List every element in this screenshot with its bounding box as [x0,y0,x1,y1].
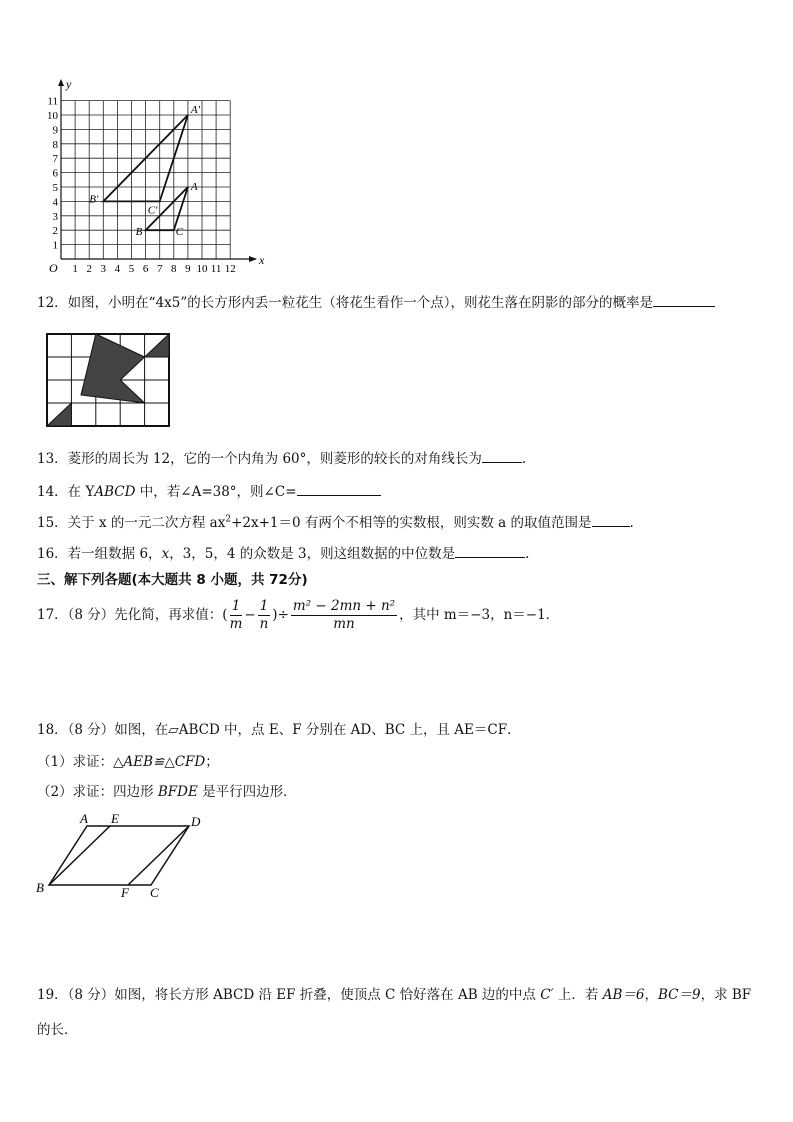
question-16 [37,542,529,562]
answer-blank-15 [592,512,630,527]
question-19-line-2: 的长． [37,1022,78,1038]
q17-minus: − [244,607,256,623]
label-D: D [191,814,201,829]
y-tick-label: 5 [52,182,58,194]
x-tick-label: 4 [114,263,121,275]
q16-prefix: 16．若一组数据 6， [37,546,162,562]
answer-blank-12 [653,292,715,307]
q16-rest: ，3，5，4 的众数是 3，则这组数据的中位数是 [169,546,456,562]
x-tick-label: 3 [100,263,107,275]
q13-end: . [521,451,527,467]
fraction-main: $\frac{\text{m² − 2mn + n²}}{mn}$ [292,598,396,632]
graph-axes [58,79,257,262]
y-tick-label: 11 [47,95,58,108]
coordinate-graph [30,76,270,280]
q14-middle: 中，若∠A=38°，则∠C= [135,484,297,500]
point-label: A' [190,104,200,116]
x-tick-label: 8 [171,263,177,275]
y-tick-label: 2 [52,225,58,238]
question-18-part-1: （1）求证：△AEB≌△CFD； [37,754,219,770]
q17-suffix: ，其中 m＝−3，n＝−1． [399,607,560,623]
section-3-title: 三、解下列各题(本大题共 8 小题，共 72分) [37,572,308,588]
point-label: C' [147,204,158,217]
q17-prefix: 17．（8 分）先化简，再求值：( [37,607,228,623]
fraction-1-over-m: $\frac{1}{m}$ [229,598,243,632]
parallelogram-figure [34,808,214,902]
y-tick-label: 7 [52,153,58,166]
origin-label: O [49,261,58,275]
y-tick-label: 6 [52,167,58,180]
question-17 [37,598,559,633]
answer-blank-16 [455,543,525,558]
label-B: B [36,880,44,895]
y-tick-label: 9 [52,124,58,137]
y-axis-label: y [66,77,72,91]
x-axis-arrow [249,256,257,262]
q13-text: 13．菱形的周长为 12，它的一个内角为 60°，则菱形的较长的对角线长为 [37,451,482,467]
x-tick-label: 6 [142,263,149,275]
q17-close: )÷ [272,607,289,623]
y-tick-label: 8 [52,138,58,151]
q15-prefix: 15．关于 x 的一元二次方程 ax [37,515,226,531]
question-12 [37,291,715,311]
graph-labels [47,77,265,275]
q12-text: 12．如图，小明在“4x5”的长方形内丢一粒花生（将花生看作一个点），则花生落在阴影的部分的概率是 [37,295,654,311]
x-tick-label: 9 [185,263,191,275]
q14-prefix: 14．在 Y [37,484,95,500]
x-tick-label: 2 [86,263,92,275]
q14-shape: ABCD [94,484,136,500]
x-axis-label: x [259,253,265,267]
label-C: C [150,885,159,900]
q16-var: x [161,546,170,562]
y-tick-label: 4 [52,196,58,209]
question-14 [37,480,381,500]
q16-end: . [525,546,530,562]
question-15 [37,511,634,531]
shaded-rectangle-figure [46,333,172,429]
point-label: B' [89,193,99,206]
point-label: B [135,226,143,239]
y-tick-label: 3 [52,210,58,223]
point-label: C [175,226,184,239]
fraction-1-over-n: $\frac{1}{n}$ [259,598,269,632]
answer-blank-13 [482,448,522,463]
point-label: A [190,181,198,193]
y-axis-arrow [58,79,64,86]
y-tick-label: 1 [52,239,58,252]
question-19: 19．（8 分）如图，将长方形 ABCD 沿 EF 折叠，使顶点 C 恰好落在 AB 边的中点 C′ 上．若 AB＝6，BC＝9，求 BF [37,987,752,1003]
label-F: F [121,885,129,900]
x-tick-label: 5 [128,263,135,275]
x-tick-label: 12 [224,263,236,275]
label-E: E [111,811,119,826]
q15-rest: +2x+1＝0 有两个不相等的实数根，则实数 a 的取值范围是 [231,515,592,531]
label-A: A [80,811,88,826]
q15-end: . [629,515,634,531]
graph-grid [61,101,230,259]
question-18: 18．（8 分）如图，在▱ABCD 中，点 E、F 分别在 AD、BC 上，且 AE＝CF． [37,722,521,738]
q15-sup: 2 [225,514,232,525]
y-tick-label: 10 [47,110,58,122]
answer-blank-14 [297,481,381,496]
x-tick-label: 7 [156,263,163,275]
question-18-part-2: （2）求证：四边形 BFDE 是平行四边形． [37,784,297,800]
x-tick-label: 10 [196,263,208,275]
question-13 [37,447,526,467]
x-tick-label: 1 [72,263,78,275]
x-tick-label: 11 [210,263,222,275]
